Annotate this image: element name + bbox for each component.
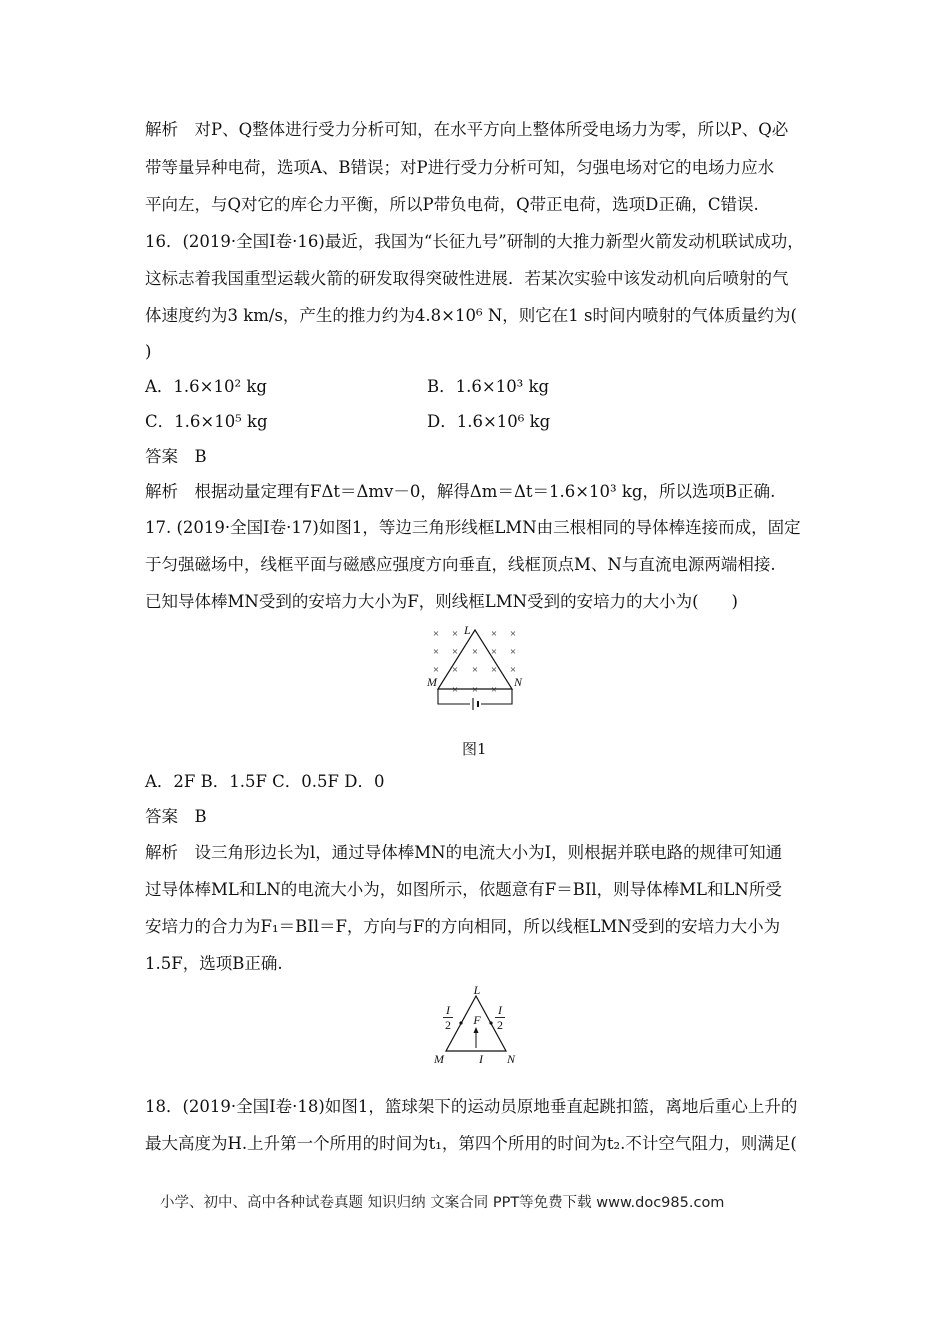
cross-mark: × (490, 664, 498, 676)
q16-line-4: ) (145, 342, 152, 361)
q17-line-1: 17. (2019·全国Ⅰ卷·17)如图1，等边三角形线框LMN由三根相同的导体棒连接而成，固定 (145, 518, 801, 537)
label-M: M (427, 675, 437, 689)
fraction-right-numerator: I (498, 1003, 502, 1017)
cross-mark: × (490, 628, 498, 640)
fraction-right-denominator: 2 (497, 1018, 503, 1032)
cross-mark: × (471, 664, 479, 676)
figure-1-triangle-in-field (425, 622, 530, 714)
cross-mark: × (509, 646, 517, 658)
q16-option-d: D．1.6×10⁶ kg (427, 412, 551, 431)
current-direction-dot (489, 1021, 492, 1024)
page-footer: 小学、初中、高中各种试卷真题 知识归纳 文案合同 PPT等免费下载 www.doc985.com (160, 1195, 725, 1211)
cross-mark: × (451, 646, 459, 658)
fraction-left-denominator: 2 (445, 1018, 451, 1032)
cross-mark: × (471, 646, 479, 658)
cross-mark: × (432, 664, 440, 676)
q16-line-2: 这标志着我国重型运载火箭的研发取得突破性进展．若某次实验中该发动机向后喷射的气 (145, 269, 789, 288)
cross-mark: × (451, 628, 459, 640)
q17-line-2: 于匀强磁场中，线框平面与磁感应强度方向垂直，线框顶点M、N与直流电源两端相接. (145, 555, 776, 574)
cross-mark: × (471, 684, 479, 696)
cross-mark: × (451, 684, 459, 696)
cross-mark: × (432, 628, 440, 640)
q18-line-2: 最大高度为H.上升第一个所用的时间为t₁，第四个所用的时间为t₂.不计空气阻力，则满足( (145, 1134, 797, 1153)
force-arrowhead (474, 1027, 479, 1033)
q17-analysis-line-1: 解析 设三角形边长为l，通过导体棒MN的电流大小为I，则根据并联电路的规律可知通 (145, 843, 783, 862)
cross-mark: × (432, 646, 440, 658)
label-N: N (506, 1052, 516, 1066)
q16-line-1: 16．(2019·全国Ⅰ卷·16)最近，我国为“长征九号”研制的大推力新型火箭发动机联试成功， (145, 232, 804, 251)
label-I: I (479, 1052, 483, 1066)
cross-mark: × (490, 684, 498, 696)
q16-answer: 答案 B (145, 447, 207, 466)
analysis-line-1: 解析 对P、Q整体进行受力分析可知，在水平方向上整体所受电场力为零，所以P、Q必 (145, 120, 789, 139)
q17-line-3: 已知导体棒MN受到的安培力大小为F，则线框LMN受到的安培力的大小为( ) (145, 592, 738, 611)
q17-analysis-line-2: 过导体棒ML和LN的电流大小为，如图所示，依题意有F＝BIl，则导体棒ML和LN所受 (145, 880, 782, 899)
fraction-left-numerator: I (446, 1003, 450, 1017)
cross-mark: × (490, 646, 498, 658)
q17-analysis-line-4: 1.5F，选项B正确. (145, 954, 283, 973)
analysis-line-2: 带等量异种电荷，选项A、B错误；对P进行受力分析可知，匀强电场对它的电场力应水 (145, 158, 775, 177)
cross-mark: × (509, 628, 517, 640)
current-direction-dot (459, 1021, 462, 1024)
q16-option-a: A．1.6×10² kg (145, 377, 267, 396)
q17-options: A．2F B．1.5F C．0.5F D．0 (145, 772, 385, 791)
label-L: L (464, 623, 471, 637)
figure-1-caption: 图1 (462, 740, 487, 758)
q16-analysis: 解析 根据动量定理有FΔt＝Δmv－0，解得Δm＝Δt＝1.6×10³ kg，所以选项B正确. (145, 482, 776, 501)
analysis-line-3: 平向左，与Q对它的库仑力平衡，所以P带负电荷，Q带正电荷，选项D正确，C错误. (145, 195, 759, 214)
label-N: N (514, 675, 523, 689)
q16-option-b: B．1.6×10³ kg (427, 377, 550, 396)
q17-answer: 答案 B (145, 807, 207, 826)
label-M: M (434, 1052, 444, 1066)
triangle-frame (438, 630, 512, 689)
label-F: F (473, 1013, 481, 1027)
cross-mark: × (451, 664, 459, 676)
q17-analysis-line-3: 安培力的合力为F₁＝BIl＝F，方向与F的方向相同，所以线框LMN受到的安培力大小为 (145, 917, 781, 936)
q18-line-1: 18．(2019·全国Ⅰ卷·18)如图1，篮球架下的运动员原地垂直起跳扣篮，离地后重心上升的 (145, 1097, 798, 1116)
figure-2-force-diagram (430, 984, 522, 1066)
label-L: L (473, 984, 481, 997)
q16-option-c: C．1.6×10⁵ kg (145, 412, 268, 431)
cross-mark: × (509, 664, 517, 676)
q16-line-3: 体速度约为3 km/s，产生的推力约为4.8×10⁶ N，则它在1 s时间内喷射的气体质量约为( (145, 306, 797, 325)
